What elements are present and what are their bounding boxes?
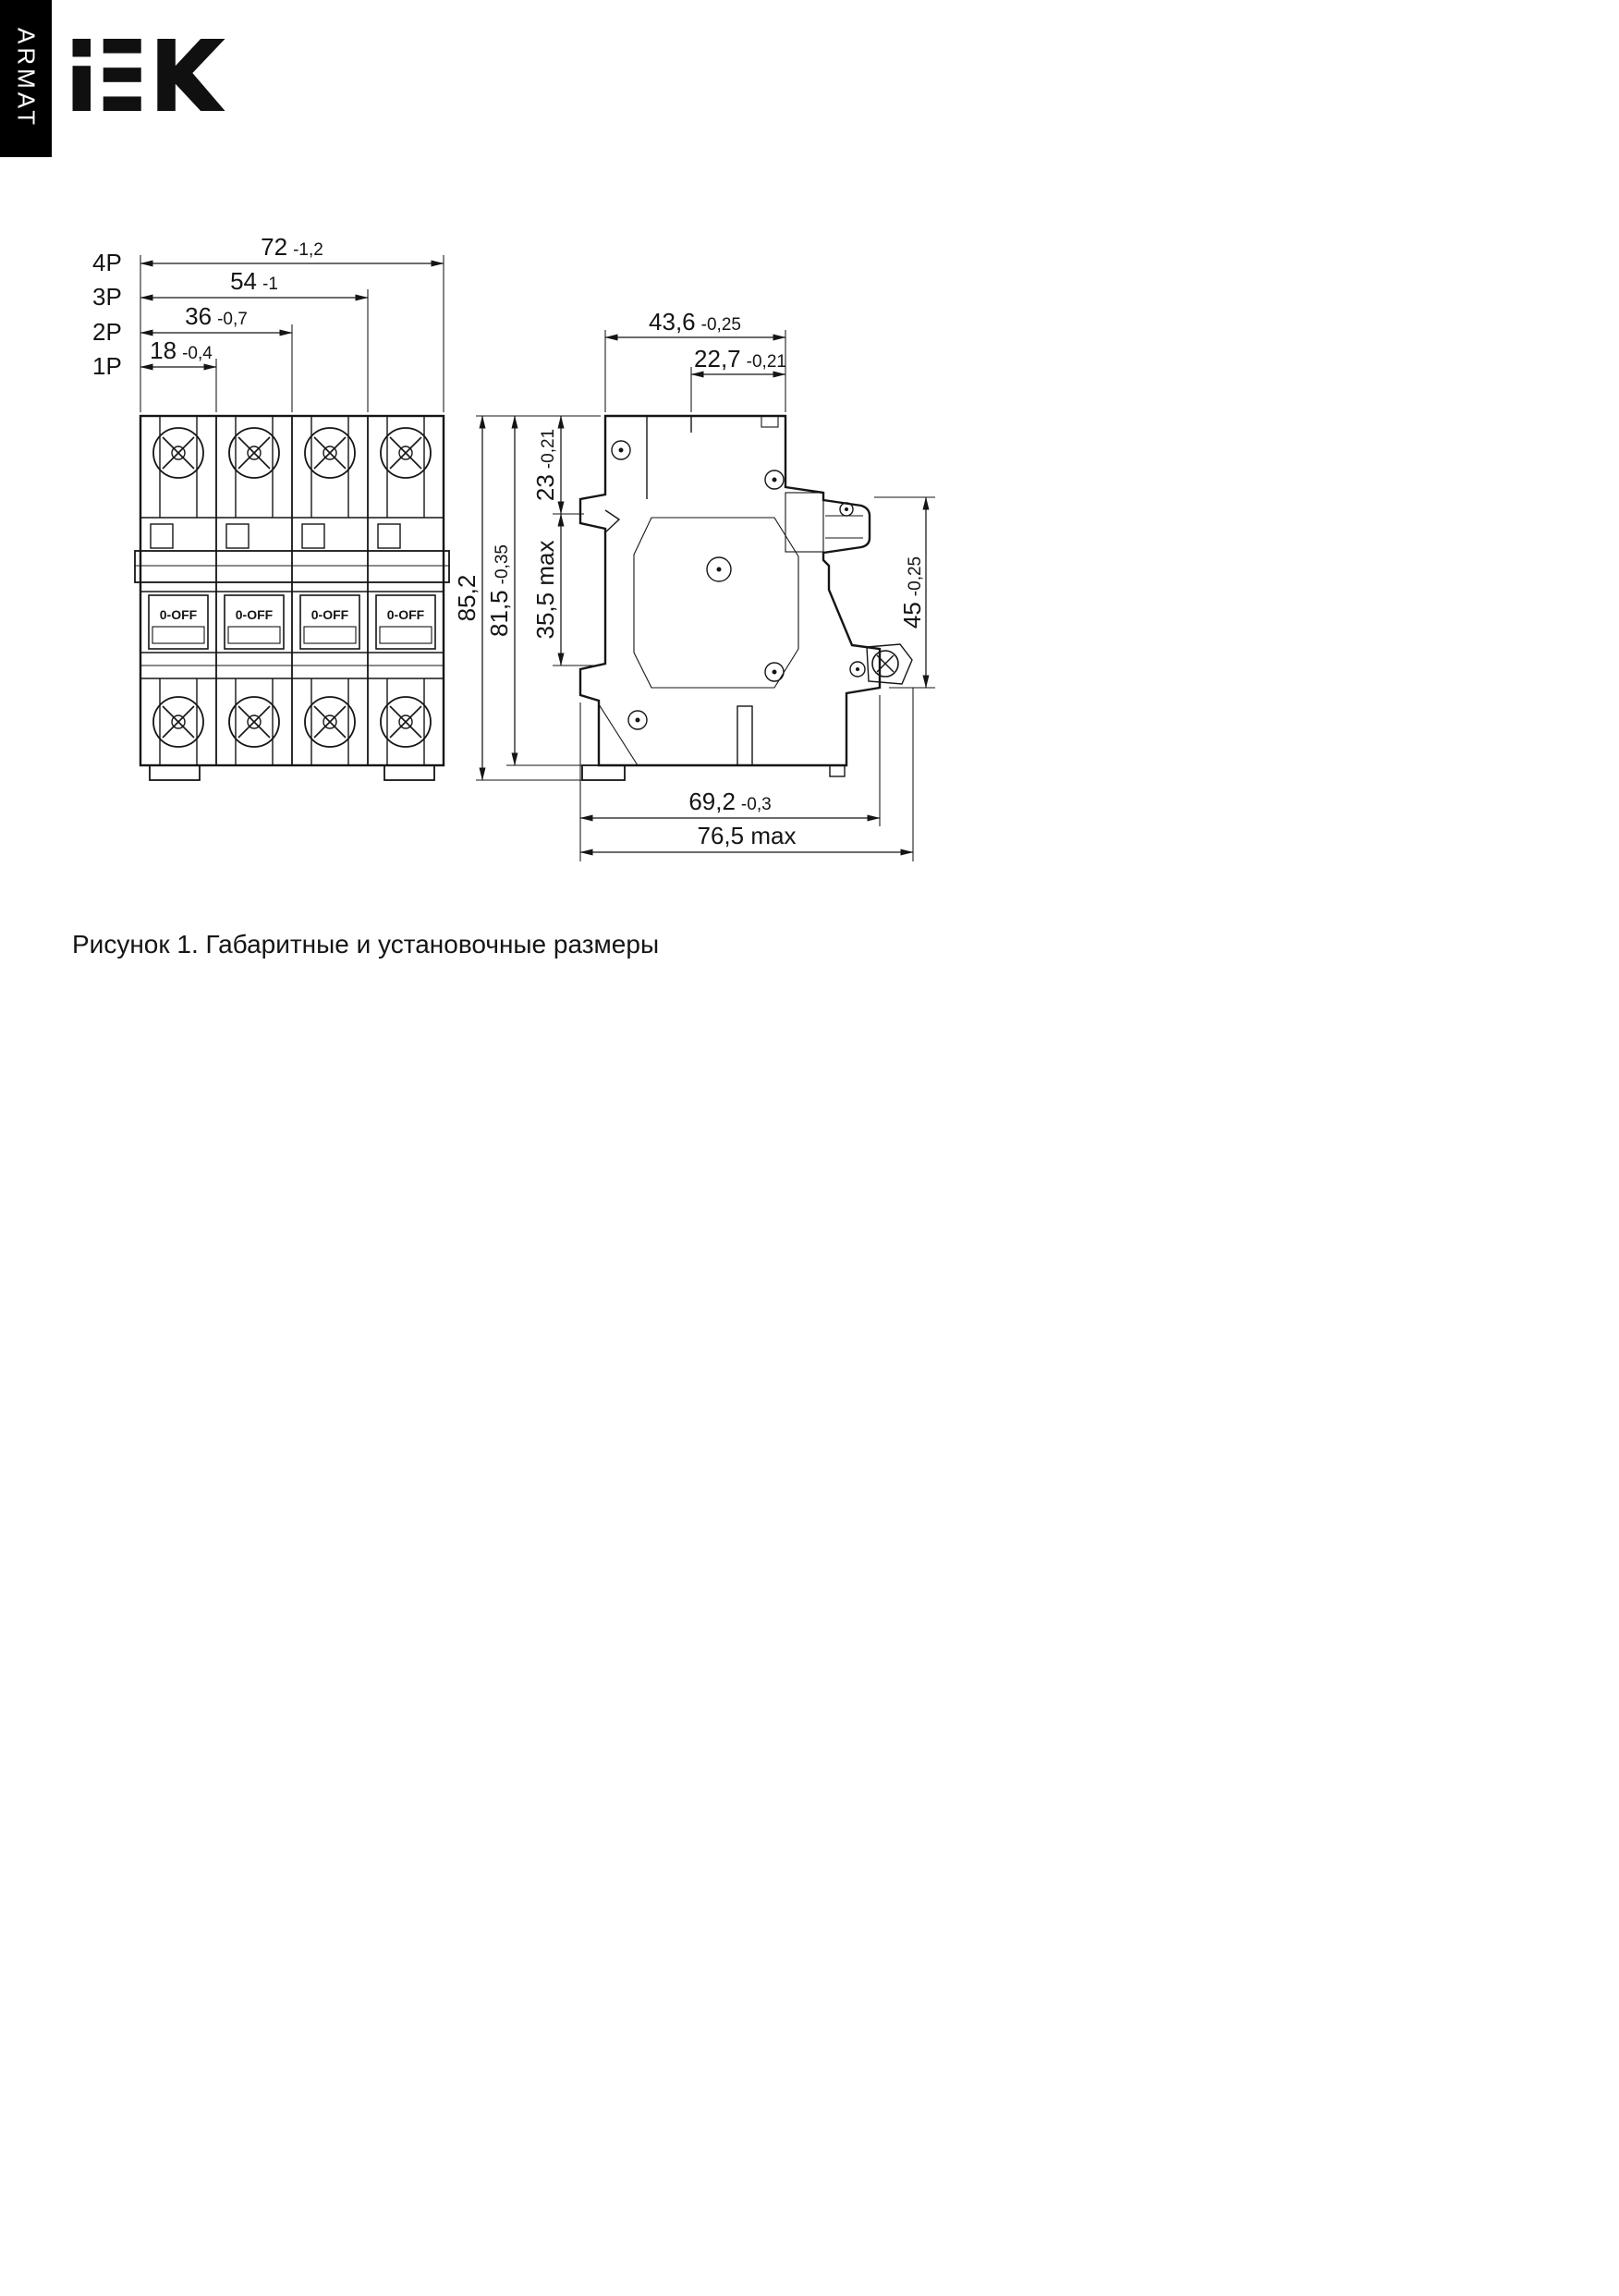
toggle-window bbox=[225, 595, 284, 649]
pole-label-2p: 2P bbox=[92, 318, 122, 346]
terminal-flag bbox=[867, 644, 912, 684]
terminal-screw-top bbox=[229, 428, 279, 478]
dim-mount-depth: 69,2 -0,3 bbox=[688, 788, 772, 815]
side-internal-details bbox=[599, 416, 912, 765]
toggle-window bbox=[149, 595, 208, 649]
pole-2 bbox=[225, 416, 284, 765]
dim-1p-width: 18 -0,4 bbox=[150, 336, 213, 364]
terminal-screw-bottom bbox=[381, 697, 431, 747]
toggle-state-label: 0-OFF bbox=[159, 607, 198, 622]
dim-overall-height: 85,2 bbox=[453, 574, 481, 622]
pole-label-4p: 4P bbox=[92, 249, 122, 276]
terminal-screw-top bbox=[153, 428, 203, 478]
toggle-state-label: 0-OFF bbox=[386, 607, 425, 622]
dim-top-width: 43,6 -0,25 bbox=[649, 308, 741, 336]
toggle-handle bbox=[152, 627, 204, 643]
dim-3p-width: 54 -1 bbox=[230, 267, 278, 295]
front-view bbox=[92, 233, 449, 780]
dim-overall-depth: 76,5 max bbox=[697, 822, 797, 849]
terminal-screw-bottom bbox=[305, 697, 355, 747]
pole-label-1p: 1P bbox=[92, 352, 122, 380]
dim-upper-height: 23-0,21 bbox=[531, 428, 559, 502]
side-outline bbox=[580, 416, 880, 765]
pole-1 bbox=[149, 416, 208, 765]
dim-handle-offset: 22,7 -0,21 bbox=[694, 345, 786, 372]
pole-4 bbox=[376, 416, 435, 765]
figure-caption: Рисунок 1. Габаритные и установочные размеры bbox=[72, 930, 660, 959]
terminal-screw-bottom bbox=[229, 697, 279, 747]
toggle-state-label: 0-OFF bbox=[235, 607, 274, 622]
toggle-window bbox=[300, 595, 359, 649]
dim-body-height: 81,5-0,35 bbox=[485, 544, 513, 637]
din-clip-foot bbox=[582, 765, 625, 780]
terminal-screw-bottom bbox=[153, 697, 203, 747]
pole-3 bbox=[300, 416, 359, 765]
front-extension-lines bbox=[140, 255, 444, 412]
toggle-handle bbox=[228, 627, 280, 643]
dim-rail-zone: 35,5 max bbox=[531, 540, 559, 640]
toggle-state-label: 0-OFF bbox=[310, 607, 349, 622]
dim-front-height: 45-0,25 bbox=[898, 556, 926, 629]
toggle-handle bbox=[380, 627, 432, 643]
din-foot-right bbox=[384, 765, 434, 780]
dim-4p-width: 72 -1,2 bbox=[261, 233, 323, 261]
dim-2p-width: 36 -0,7 bbox=[185, 302, 248, 330]
terminal-screw-top bbox=[381, 428, 431, 478]
toggle-window bbox=[376, 595, 435, 649]
bottom-slot bbox=[737, 706, 752, 765]
din-foot-left bbox=[150, 765, 200, 780]
side-view bbox=[453, 308, 935, 861]
din-hook bbox=[605, 510, 619, 532]
toggle-handle bbox=[304, 627, 356, 643]
front-foot bbox=[830, 765, 845, 776]
terminal-screw-top bbox=[305, 428, 355, 478]
pole-label-3p: 3P bbox=[92, 283, 122, 311]
series-label: ARMAT bbox=[12, 28, 41, 129]
